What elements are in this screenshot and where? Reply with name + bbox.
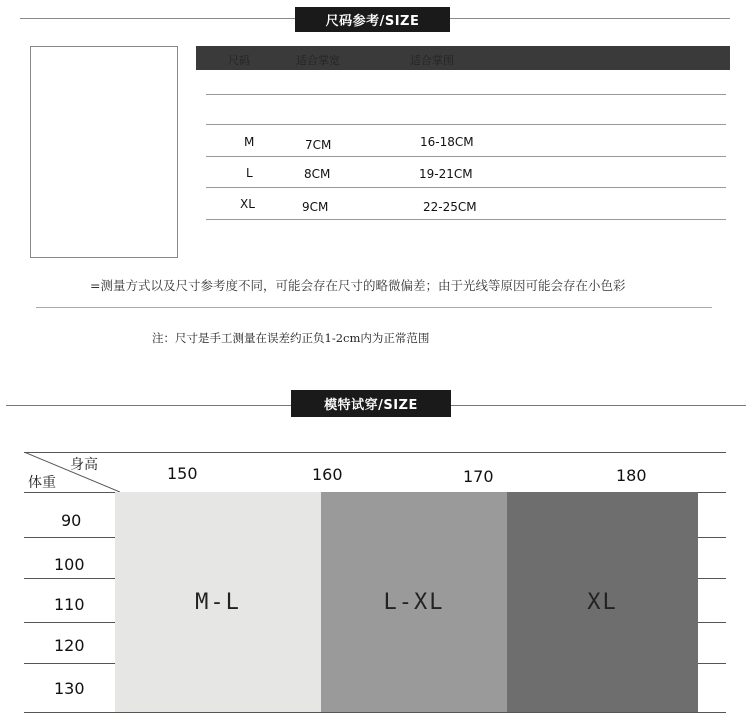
row-l-girth: 19-21CM <box>419 167 473 181</box>
row-m-girth: 16-18CM <box>420 135 474 149</box>
product-image-placeholder <box>30 46 178 258</box>
measurement-note: 注：尺寸是手工测量在误差约正负1-2cm内为正常范围 <box>152 331 430 345</box>
row-l-width: 8CM <box>304 167 331 181</box>
size-block-label: XL <box>587 589 618 615</box>
size-block-m-l <box>115 492 321 712</box>
header-rule-left <box>6 405 291 406</box>
grid-bottom-line <box>24 712 726 713</box>
table-line <box>206 94 726 95</box>
row-l-size: L <box>246 166 253 180</box>
weight-90: 90 <box>61 511 82 530</box>
row-m-size: M <box>244 135 255 149</box>
table-line <box>206 219 726 220</box>
header-palm-width: 适合掌宽 <box>296 54 340 67</box>
weight-100: 100 <box>54 555 85 574</box>
row-m-width: 7CM <box>305 138 332 152</box>
weight-130: 130 <box>54 679 85 698</box>
row-xl-girth: 22-25CM <box>423 200 477 214</box>
corner-weight-label: 体重 <box>28 475 56 491</box>
header-palm-girth: 适合掌围 <box>410 54 454 67</box>
size-block-xl <box>507 492 698 712</box>
weight-110: 110 <box>54 595 85 614</box>
size-table-header-bar <box>196 46 730 70</box>
measurement-disclaimer: =测量方式以及尺寸参考度不同，可能会存在尺寸的略微偏差；由于光线等原因可能会存在小色彩 <box>90 278 626 293</box>
model-fitting-tag: 模特试穿/SIZE <box>291 390 451 417</box>
size-block-label: M-L <box>195 589 241 615</box>
row-xl-width: 9CM <box>302 200 329 214</box>
grid-top-line <box>24 452 726 453</box>
height-160: 160 <box>312 465 343 484</box>
header-size: 尺码 <box>228 54 250 67</box>
header-rule-right <box>451 405 746 406</box>
divider <box>36 307 712 308</box>
weight-120: 120 <box>54 636 85 655</box>
size-block-label: L-XL <box>383 589 445 615</box>
table-line <box>206 156 726 157</box>
row-xl-size: XL <box>240 197 255 211</box>
header-rule-right <box>450 18 730 19</box>
size-block-l-xl <box>321 492 507 712</box>
height-170: 170 <box>463 467 494 486</box>
table-line <box>206 124 726 125</box>
corner-height-label: 身高 <box>70 457 98 473</box>
table-line <box>206 187 726 188</box>
size-reference-tag: 尺码参考/SIZE <box>295 7 450 32</box>
height-150: 150 <box>167 464 198 483</box>
height-180: 180 <box>616 466 647 485</box>
header-rule-left <box>20 18 295 19</box>
